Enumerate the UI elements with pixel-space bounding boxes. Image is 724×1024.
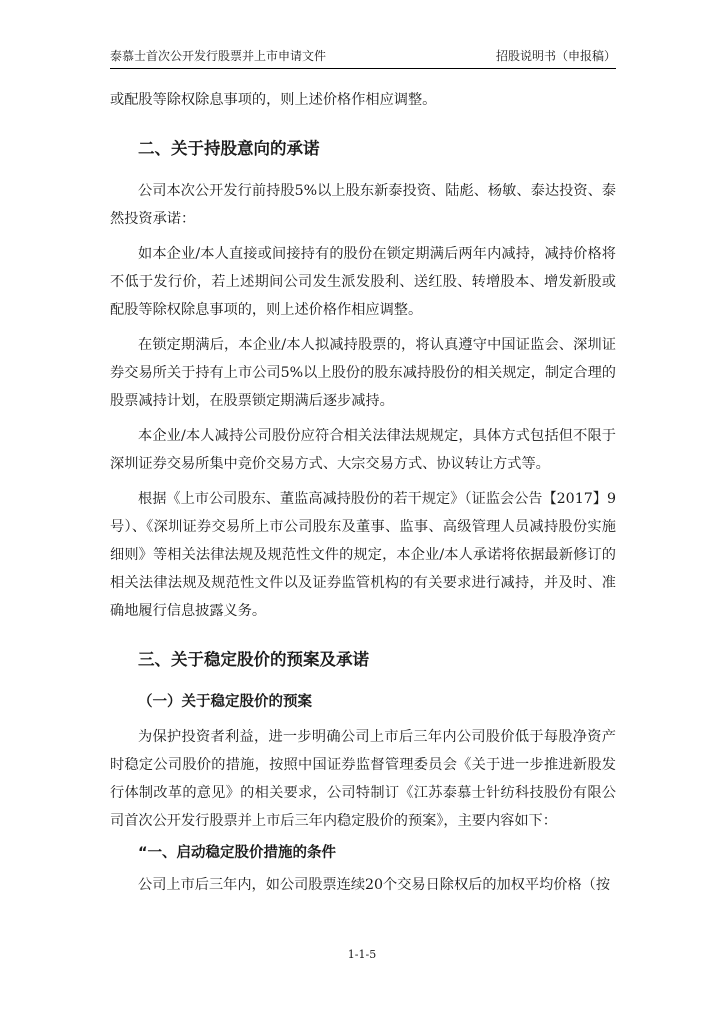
paragraph-conditions: 公司上市后三年内，如公司股票连续20个交易日除权后的加权平均价格（按 bbox=[138, 877, 611, 893]
subsection-heading-plan: （一）关于稳定股价的预案 bbox=[138, 694, 312, 710]
page-header bbox=[110, 44, 616, 69]
paragraph-reduction-price: 如本企业/本人直接或间接持有的股份在锁定期满后两年内减持，减持价格将不低于发行价，若上述期间公司发生派发股利、送红股、转增股本、增发新股或配股等除权除息事项的，则上述价格作相应调整。 bbox=[110, 246, 616, 318]
paragraph-reduction-methods: 本企业/本人减持公司股份应符合相关法律法规规定，具体方式包括但不限于深圳证券交易所集中竞价交易方式、大宗交易方式、协议转让方式等。 bbox=[110, 428, 616, 472]
paragraph-plan-intro: 为保护投资者利益，进一步明确公司上市后三年内公司股价低于每股净资产时稳定公司股价的措施，按照中国证券监督管理委员会《关于进一步推进新股发行体制改革的意见》的相关要求，公司特制订《江苏泰慕士针纺科技股份有限公司首次公开发行股票并上市后三年内稳定股价的预案》，主要内容如下： bbox=[110, 729, 616, 829]
header-document-type: 招股说明书（申报稿） bbox=[495, 49, 616, 63]
document-body bbox=[110, 86, 616, 899]
section-heading-stabilize-price: 三、关于稳定股价的预案及承诺 bbox=[138, 650, 369, 669]
paragraph-continued: 或配股等除权除息事项的，则上述价格作相应调整。 bbox=[110, 92, 437, 108]
section-heading-holding-intention: 二、关于持股意向的承诺 bbox=[138, 139, 320, 158]
header-document-title: 泰慕士首次公开发行股票并上市申请文件 bbox=[110, 49, 327, 63]
subsection-heading-conditions: “一、启动稳定股价措施的条件 bbox=[138, 845, 337, 861]
page-number: 1-1-5 bbox=[347, 948, 377, 961]
paragraph-shareholders: 公司本次公开发行前持股5%以上股东新泰投资、陆彪、杨敏、泰达投资、泰然投资承诺： bbox=[110, 183, 616, 227]
paragraph-reduction-plan: 在锁定期满后，本企业/本人拟减持股票的，将认真遵守中国证监会、深圳证券交易所关于持有上市公司5%以上股份的股东减持股份的相关规定，制定合理的股票减持计划，在股票锁定期满后逐步减持。 bbox=[110, 337, 616, 409]
paragraph-regulations: 根据《上市公司股东、董监高减持股份的若干规定》（证监会公告【2017】9号）、《深圳证券交易所上市公司股东及董事、监事、高级管理人员减持股份实施细则》等相关法律法规及规范性文件的规定，本企业/本人承诺将依据最新修订的相关法律法规及规范性文件以及证券监管机构的有关要求进行减持，并及时、准确地履行信息披露义务。 bbox=[110, 491, 616, 619]
